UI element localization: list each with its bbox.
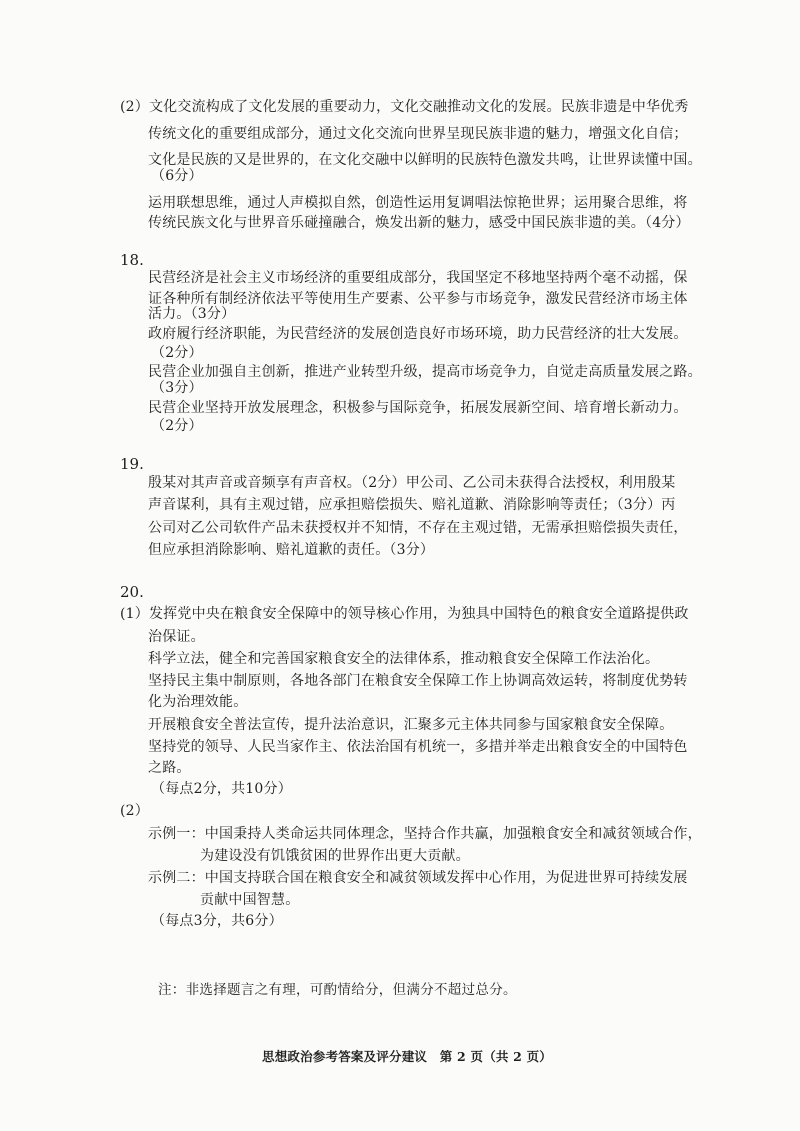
q20-part2-example1-line-1: 示例一：中国秉持人类命运共同体理念，坚持合作共赢，加强粮食安全和减贫领域合作， xyxy=(148,826,702,842)
q17-part2-line-3: 文化是民族的又是世界的，在文化交融中以鲜明的民族特色激发共鸣，让世界读懂中国。 xyxy=(148,152,702,168)
q20-part2-example1-line-2: 为建设没有饥饿贫困的世界作出更大贡献。 xyxy=(200,848,470,864)
q20-part2-example2-line-1: 示例二：中国支持联合国在粮食安全和减贫领域发挥中心作用，为促进世界可持续发展 xyxy=(148,870,688,886)
q20-part2-score: （每点3分，共6分） xyxy=(151,913,283,929)
q18-number: 18. xyxy=(120,251,144,269)
q17-part2-line-1: (2）文化交流构成了文化发展的重要动力，文化交融推动文化的发展。民族非遗是中华优秀 xyxy=(120,99,689,115)
q18-line-3: 活力。（3分） xyxy=(148,306,236,322)
q18-line-6: 民营企业加强自主创新，推进产业转型升级，提高市场竞争力，自觉走高质量发展之路。 xyxy=(148,364,702,380)
q17-part2-line-2: 传统文化的重要组成部分，通过文化交流向世界呈现民族非遗的魅力，增强文化自信； xyxy=(148,126,688,142)
grading-note: 注：非选择题言之有理，可酌情给分，但满分不超过总分。 xyxy=(158,982,517,998)
q18-line-2: 证各种所有制经济依法平等使用生产要素、公平参与市场竞争，激发民营经济市场主体 xyxy=(148,291,688,307)
q19-line-3: 公司对乙公司软件产品未获授权并不知情，不存在主观过错，无需承担赔偿损失责任， xyxy=(148,520,688,536)
q20-part2-example2-line-2: 贡献中国智慧。 xyxy=(200,892,300,908)
q18-line-1: 民营经济是社会主义市场经济的重要组成部分，我国坚定不移地坚持两个毫不动摇，保 xyxy=(148,270,688,286)
q18-line-8: 民营企业坚持开放发展理念，积极参与国际竞争，拓展发展新空间、培育增长新动力。 xyxy=(148,400,688,416)
q17-part2-line-6: 传统民族文化与世界音乐碰撞融合，焕发出新的魅力，感受中国民族非遗的美。（4分） xyxy=(148,215,690,231)
q20-number: 20. xyxy=(120,583,144,601)
q20-part1-line-8: 之路。 xyxy=(148,760,191,776)
q20-part1-score: （每点2分，共10分） xyxy=(151,781,292,797)
q17-part2-line-5: 运用联想思维，通过人声模拟自然，创造性运用复调唱法惊艳世界；运用聚合思维，将 xyxy=(148,195,688,211)
q19-line-4: 但应承担消除影响、赔礼道歉的责任。（3分） xyxy=(148,542,435,558)
q20-part1-line-7: 坚持党的领导、人民当家作主、依法治国有机统一，多措并举走出粮食安全的中国特色 xyxy=(148,739,688,755)
q17-part2-score: （6分） xyxy=(151,168,203,184)
q19-line-1: 殷某对其声音或音频享有声音权。（2分）甲公司、乙公司未获得合法授权，利用殷某 xyxy=(148,475,676,491)
q19-number: 19. xyxy=(120,455,144,473)
q20-part1-line-6: 开展粮食安全普法宣传，提升法治意识，汇聚多元主体共同参与国家粮食安全保障。 xyxy=(148,717,674,733)
q20-part1-line-4: 坚持民主集中制原则，各地各部门在粮食安全保障工作上协调高效运转，将制度优势转 xyxy=(148,673,688,689)
q18-line-5: （2分） xyxy=(151,345,203,361)
q19-line-2: 声音谋利，具有主观过错，应承担赔偿损失、赔礼道歉、消除影响等责任；（3分）丙 xyxy=(148,497,676,513)
q18-line-7: （3分） xyxy=(151,380,203,396)
page-footer: 思想政治参考答案及评分建议 第 2 页（共 2 页） xyxy=(262,1049,553,1064)
q18-line-9: （2分） xyxy=(151,418,203,434)
q20-part2-label: (2） xyxy=(120,803,149,819)
q18-line-4: 政府履行经济职能，为民营经济的发展创造良好市场环境，助力民营经济的壮大发展。 xyxy=(148,326,688,342)
q20-part1-line-1: (1）发挥党中央在粮食安全保障中的领导核心作用，为独具中国特色的粮食安全道路提供政 xyxy=(120,606,689,622)
q20-part1-line-2: 治保证。 xyxy=(148,629,205,645)
q20-part1-line-5: 化为治理效能。 xyxy=(148,694,248,710)
q20-part1-line-3: 科学立法，健全和完善国家粮食安全的法律体系，推动粮食安全保障工作法治化。 xyxy=(148,651,660,667)
